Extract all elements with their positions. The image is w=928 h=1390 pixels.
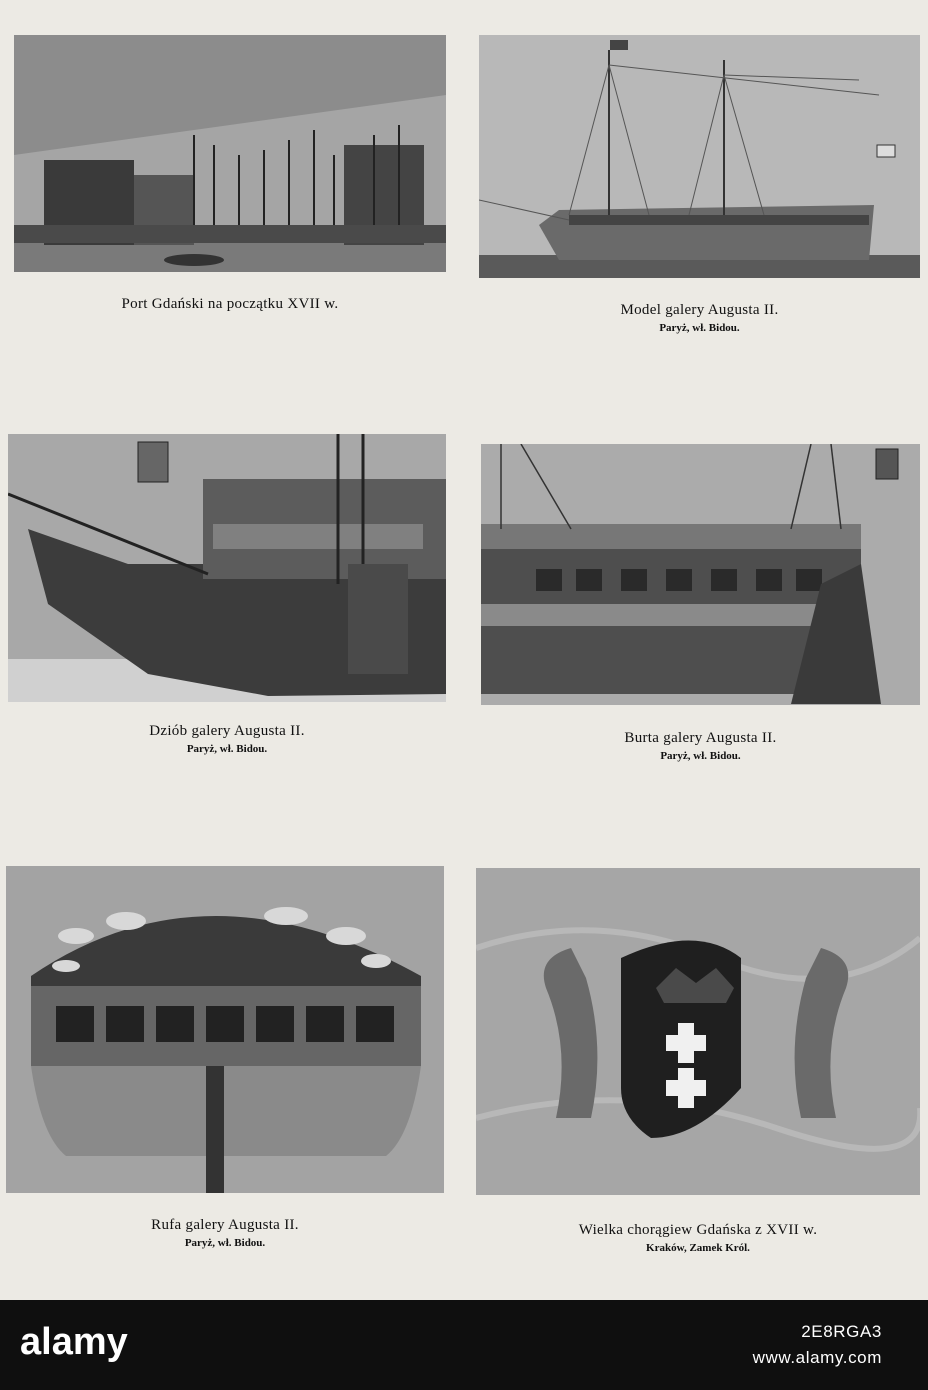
caption-subtitle: Paryż, wł. Bidou. <box>184 1237 266 1249</box>
photo-port-gdansk <box>14 35 446 272</box>
alamy-logo-text: alamy <box>20 1322 128 1362</box>
caption-title: Wielka chorągiew Gdańska z XVII w. <box>578 1222 818 1238</box>
caption-2 <box>479 302 920 334</box>
caption-6 <box>476 1222 920 1254</box>
caption-title: Model galery Augusta II. <box>620 302 779 318</box>
alamy-logo <box>20 1322 190 1362</box>
caption-3 <box>8 723 446 755</box>
photo-galley-side <box>481 444 920 705</box>
photo-galley-model <box>479 35 920 278</box>
photo-galley-bow <box>8 434 446 702</box>
caption-subtitle: Paryż, wł. Bidou. <box>659 322 740 334</box>
caption-5 <box>6 1217 444 1249</box>
caption-subtitle: Kraków, Zamek Król. <box>646 1242 750 1254</box>
caption-4 <box>481 730 920 762</box>
caption-title: Burta galery Augusta II. <box>624 730 777 746</box>
site-url[interactable]: www.alamy.com <box>752 1348 882 1367</box>
caption-title: Port Gdański na początku XVII w. <box>121 296 339 312</box>
photo-gdansk-banner <box>476 868 920 1195</box>
caption-1 <box>14 296 446 313</box>
caption-subtitle: Paryż, wł. Bidou. <box>186 743 268 755</box>
caption-title: Rufa galery Augusta II. <box>151 1217 299 1233</box>
image-id: 2E8RGA3 <box>801 1322 882 1341</box>
caption-subtitle: Paryż, wł. Bidou. <box>660 750 741 762</box>
photo-galley-stern <box>6 866 444 1193</box>
caption-title: Dziób galery Augusta II. <box>149 723 305 739</box>
